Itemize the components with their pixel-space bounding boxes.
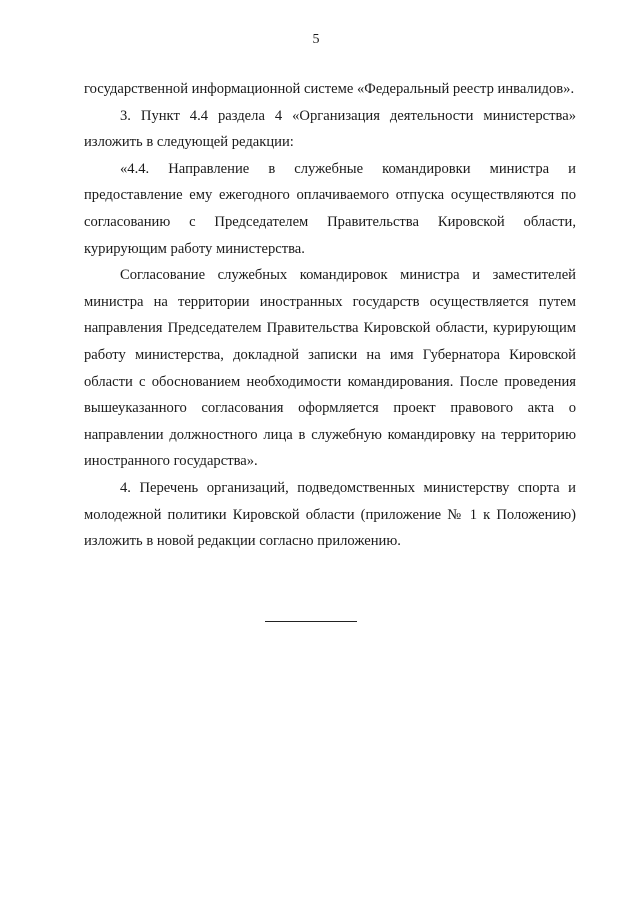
- paragraph-item-4: 4. Перечень организаций, подведомственных министерству спорта и молодежной политики Кировской области (приложение № 1 к Положению) изложить в новой редакции согласно приложению.: [84, 479, 576, 550]
- paragraph-continuation: государственной информационной системе «Федеральный реестр инвалидов».: [84, 81, 575, 97]
- paragraph-approval: Согласование служебных командировок министра и заместителей министра на территории иностранных государств осуществляется путем направления Председателем Правительства Кировской области, курирующим работу министерства, докладной записки на имя Губернатора Кировской области с обоснованием необходимости командирования. После проведения вышеуказанного согласования оформляется проект правового акта о направлении должностного лица в служебную командировку на территорию иностранного государства».: [84, 267, 576, 470]
- paragraph-quoted-4-4: «4.4. Направление в служебные командировки министра и предоставление ему ежегодного оплачиваемого отпуска осуществляются по согласованию с Председателем Правительства Кировской области, курирующим работу министерства.: [84, 160, 576, 257]
- paragraph-item-3: 3. Пункт 4.4 раздела 4 «Организация деятельности министерства» изложить в следующей редакции:: [84, 107, 576, 151]
- document-body: [84, 76, 576, 555]
- end-separator-line: [265, 621, 357, 622]
- page-number: 5: [312, 32, 320, 47]
